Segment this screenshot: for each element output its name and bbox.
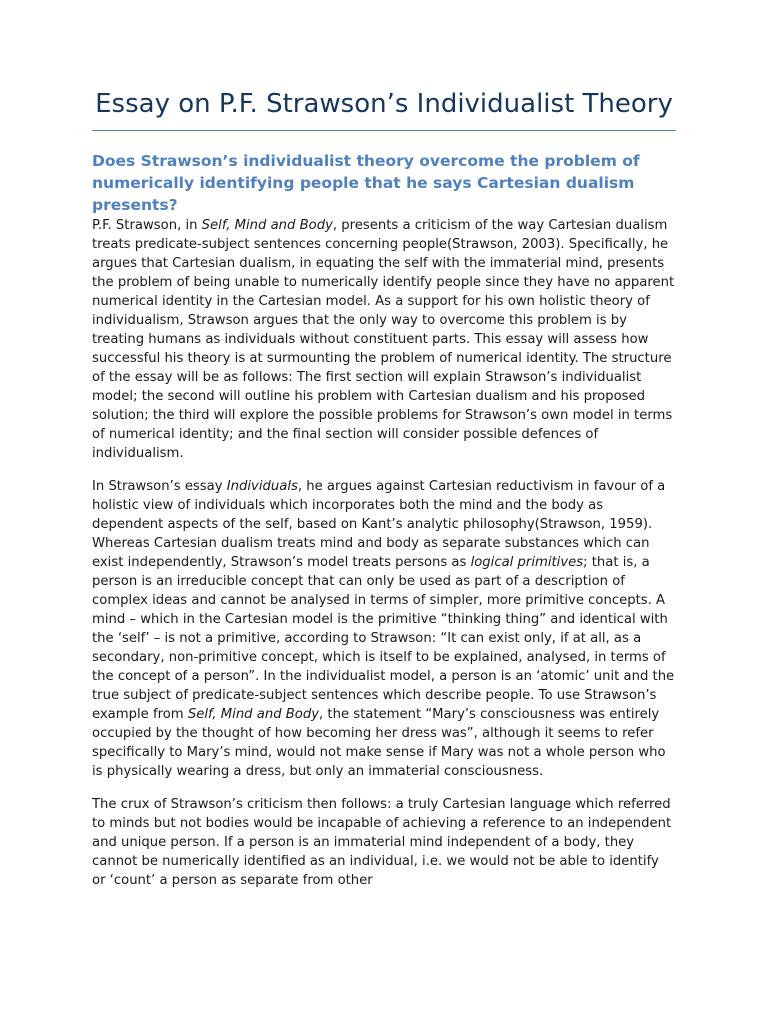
- paragraph-text: In Strawson’s essay: [92, 479, 227, 494]
- paragraph-text: , the statement “Mary’s consciousness was entirely occupied by the thought of how becoming her dress was”, although it seems to refer specifically to Mary’s mind, would not make sense if Mary was not a whole person who is physically wearing a dress, but only an immaterial consciousness.: [92, 707, 666, 779]
- paragraph-text: , presents a criticism of the way Cartesian dualism treats predicate-subject sentences concerning people(Strawson, 2003). Specifically, he argues that Cartesian dualism, in equating the self with the immaterial mind, presents the problem of being unable to numerically identify people since they have no apparent numerical identity in the Cartesian model. As a support for his own holistic theory of individualism, Strawson argues that the only way to overcome this problem is by treating humans as individuals without constituent parts. This essay will assess how successful his theory is at surmounting the problem of numerical identity. The structure of the essay will be as follows: The first section will explain Strawson’s individualist model; the second will outline his problem with Cartesian dualism and his proposed solution; the third will explore the possible problems for Strawson’s own model in terms of numerical identity; and the final section will consider possible defences of individualism.: [92, 218, 675, 461]
- paragraph-text: ; that is, a person is an irreducible concept that can only be used as part of a description of complex ideas and cannot be analysed in terms of simpler, more primitive concepts. A mind – which in the Cartesian model is the primitive “thinking thing” and identical with the ‘self’ – is not a primitive, according to Strawson: “It can exist only, if at all, as a secondary, non-primitive concept, which is itself to be explained, analysed, in terms of the concept of a person”. In the individualist model, a person is an ‘atomic’ unit and the true subject of predicate-subject sentences which describe people. To use Strawson’s example from: [92, 555, 675, 722]
- paragraph-text: P.F. Strawson, in: [92, 218, 202, 233]
- italic-term-logical-primitives: logical primitives: [470, 555, 584, 570]
- italic-title-self-mind-body: Self, Mind and Body: [187, 707, 320, 722]
- paragraph-text: , he argues against Cartesian reductivism in favour of a holistic view of individuals which incorporates both the mind and the body as dependent aspects of the self, based on Kant’s analytic philosophy(Strawson, 1959). Whereas Cartesian dualism treats mind and body as separate substances which can exist independently, Strawson’s model treats persons as: [92, 479, 666, 570]
- italic-title-self-mind-body: Self, Mind and Body: [201, 218, 333, 233]
- paragraph-intro: [92, 216, 676, 463]
- italic-title-individuals: Individuals: [226, 479, 298, 494]
- section-heading: Does Strawson’s individualist theory overcome the problem of numerically identifying people that he says Cartesian dualism presents?: [92, 152, 640, 214]
- document-page: [92, 86, 676, 904]
- paragraph-text: The crux of Strawson’s criticism then follows: a truly Cartesian language which referred to minds but not bodies would be incapable of achieving a reference to an independent and unique person. If a person is an immaterial mind independent of a body, they cannot be numerically identified as an individual, i.e. we would not be able to identify or ‘count’ a person as separate from other: [92, 797, 672, 888]
- paragraph-crux: [92, 795, 676, 890]
- document-title: Essay on P.F. Strawson’s Individualist Theory: [92, 86, 676, 131]
- paragraph-individuals: [92, 477, 676, 781]
